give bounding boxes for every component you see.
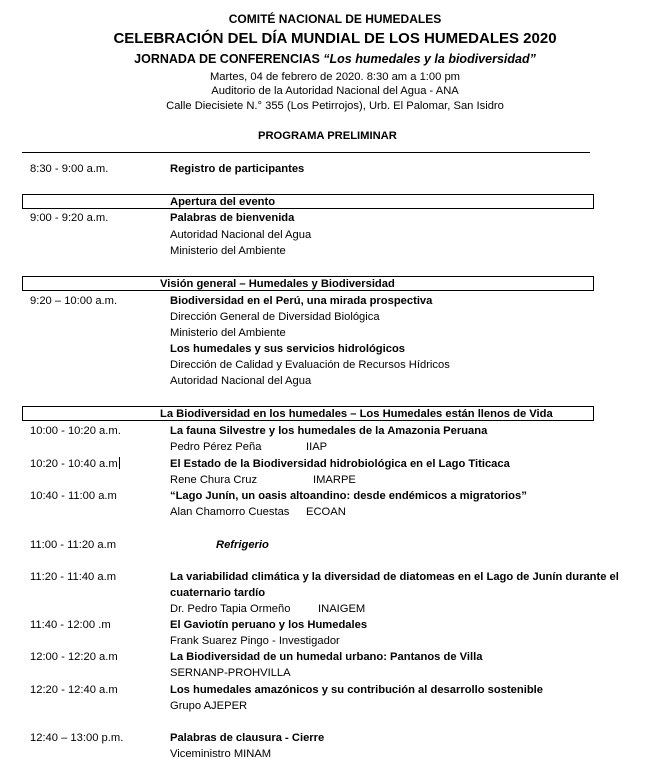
title-titicaca: El Estado de la Biodiversidad hidrobiológica en el Lago Titicaca xyxy=(170,458,510,470)
speaker-titicaca: Rene Chura Cruz xyxy=(170,474,258,486)
title-clausura: Palabras de clausura - Cierre xyxy=(170,732,325,744)
program-title: PROGRAMA PRELIMINAR xyxy=(258,130,397,142)
org-titicaca: IMARPE xyxy=(313,474,356,486)
org-vision-2: Ministerio del Ambiente xyxy=(170,327,286,339)
title-junin: “Lago Junín, un oasis altoandino: desde endémicos a migratorios” xyxy=(170,490,527,502)
org-diatomeas: INAIGEM xyxy=(318,603,366,615)
time-gaviotin: 11:40 - 12:00 .m xyxy=(30,619,111,631)
title-diatomeas-1: La variabilidad climática y la diversidad de diatomeas en el Lago de Junín durante el xyxy=(170,571,619,583)
venue-line: Auditorio de la Autoridad Nacional del Agua - ANA xyxy=(211,85,459,97)
org-vision-1: Dirección General de Diversidad Biológica xyxy=(170,311,380,323)
org-bienvenida-2: Ministerio del Ambiente xyxy=(170,245,286,257)
org-vision-3: Dirección de Calidad y Evaluación de Recursos Hídricos xyxy=(170,359,450,371)
event-subtitle xyxy=(0,51,670,67)
time-vision: 9:20 – 10:00 a.m. xyxy=(30,295,118,307)
date-line: Martes, 04 de febrero de 2020. 8:30 am a 1:00 pm xyxy=(209,71,460,83)
title-registro: Registro de participantes xyxy=(170,163,305,175)
subtitle-prefix: JORNADA DE CONFERENCIAS xyxy=(134,52,324,66)
org-bienvenida-1: Autoridad Nacional del Agua xyxy=(170,229,312,241)
time-titicaca xyxy=(30,457,120,471)
title-bienvenida: Palabras de bienvenida xyxy=(170,212,295,224)
time-fauna: 10:00 - 10:20 a.m. xyxy=(30,425,121,437)
committee-heading: COMITÉ NACIONAL DE HUMEDALES xyxy=(228,12,442,26)
org-villa: SERNANP-PROHVILLA xyxy=(170,667,291,679)
time-junin: 10:40 - 11:00 a.m xyxy=(30,490,117,502)
section-apertura-label: Apertura del evento xyxy=(170,196,276,208)
title-diatomeas-2: cuaternario tardío xyxy=(170,587,266,599)
section-apertura-box xyxy=(22,194,594,209)
title-biodiversidad-peru: Biodiversidad en el Perú, una mirada prospectiva xyxy=(170,295,433,307)
time-amazonicos: 12:20 - 12:40 a.m xyxy=(30,684,118,696)
time-clausura: 12:40 – 13:00 p.m. xyxy=(30,732,124,744)
address-line: Calle Diecisiete N.° 355 (Los Petirrojos), Urb. El Palomar, San Isidro xyxy=(166,100,504,112)
time-diatomeas: 11:20 - 11:40 a.m xyxy=(30,571,117,583)
event-title: CELEBRACIÓN DEL DÍA MUNDIAL DE LOS HUMEDALES 2020 xyxy=(113,30,557,47)
time-refrigerio: 11:00 - 11:20 a.m xyxy=(30,539,117,551)
org-vision-4: Autoridad Nacional del Agua xyxy=(170,375,312,387)
time-registro: 8:30 - 9:00 a.m. xyxy=(30,163,109,175)
speaker-junin: Alan Chamorro Cuestas xyxy=(170,506,290,518)
org-fauna: IIAP xyxy=(306,441,328,453)
section-vision-label: Visión general – Humedales y Biodiversidad xyxy=(160,278,395,290)
org-clausura: Viceministro MINAM xyxy=(170,748,272,760)
title-amazonicos: Los humedales amazónicos y su contribución al desarrollo sostenible xyxy=(170,684,544,696)
time-titicaca-text: 10:20 - 10:40 a.m xyxy=(30,458,118,470)
text-cursor xyxy=(119,457,120,469)
org-junin: ECOAN xyxy=(306,506,346,518)
title-refrigerio: Refrigerio xyxy=(216,539,269,551)
speaker-diatomeas: Dr. Pedro Tapia Ormeño xyxy=(170,603,291,615)
subtitle-theme: “Los humedales y la biodiversidad” xyxy=(323,52,536,66)
title-fauna: La fauna Silvestre y los humedales de la Amazonia Peruana xyxy=(170,425,488,437)
section-biodiversidad-label: La Biodiversidad en los humedales – Los Humedales están llenos de Vida xyxy=(160,408,553,420)
title-servicios-hidrologicos: Los humedales y sus servicios hidrológicos xyxy=(170,343,406,355)
title-gaviotin: El Gaviotín peruano y los Humedales xyxy=(170,619,368,631)
time-villa: 12:00 - 12:20 a.m xyxy=(30,651,118,663)
org-amazonicos: Grupo AJEPER xyxy=(170,700,248,712)
time-bienvenida: 9:00 - 9:20 a.m. xyxy=(30,212,109,224)
speaker-gaviotin: Frank Suarez Pingo - Investigador xyxy=(170,635,340,647)
speaker-fauna: Pedro Pérez Peña xyxy=(170,441,262,453)
title-villa: La Biodiversidad de un humedal urbano: Pantanos de Villa xyxy=(170,651,483,663)
divider-line xyxy=(22,152,590,153)
